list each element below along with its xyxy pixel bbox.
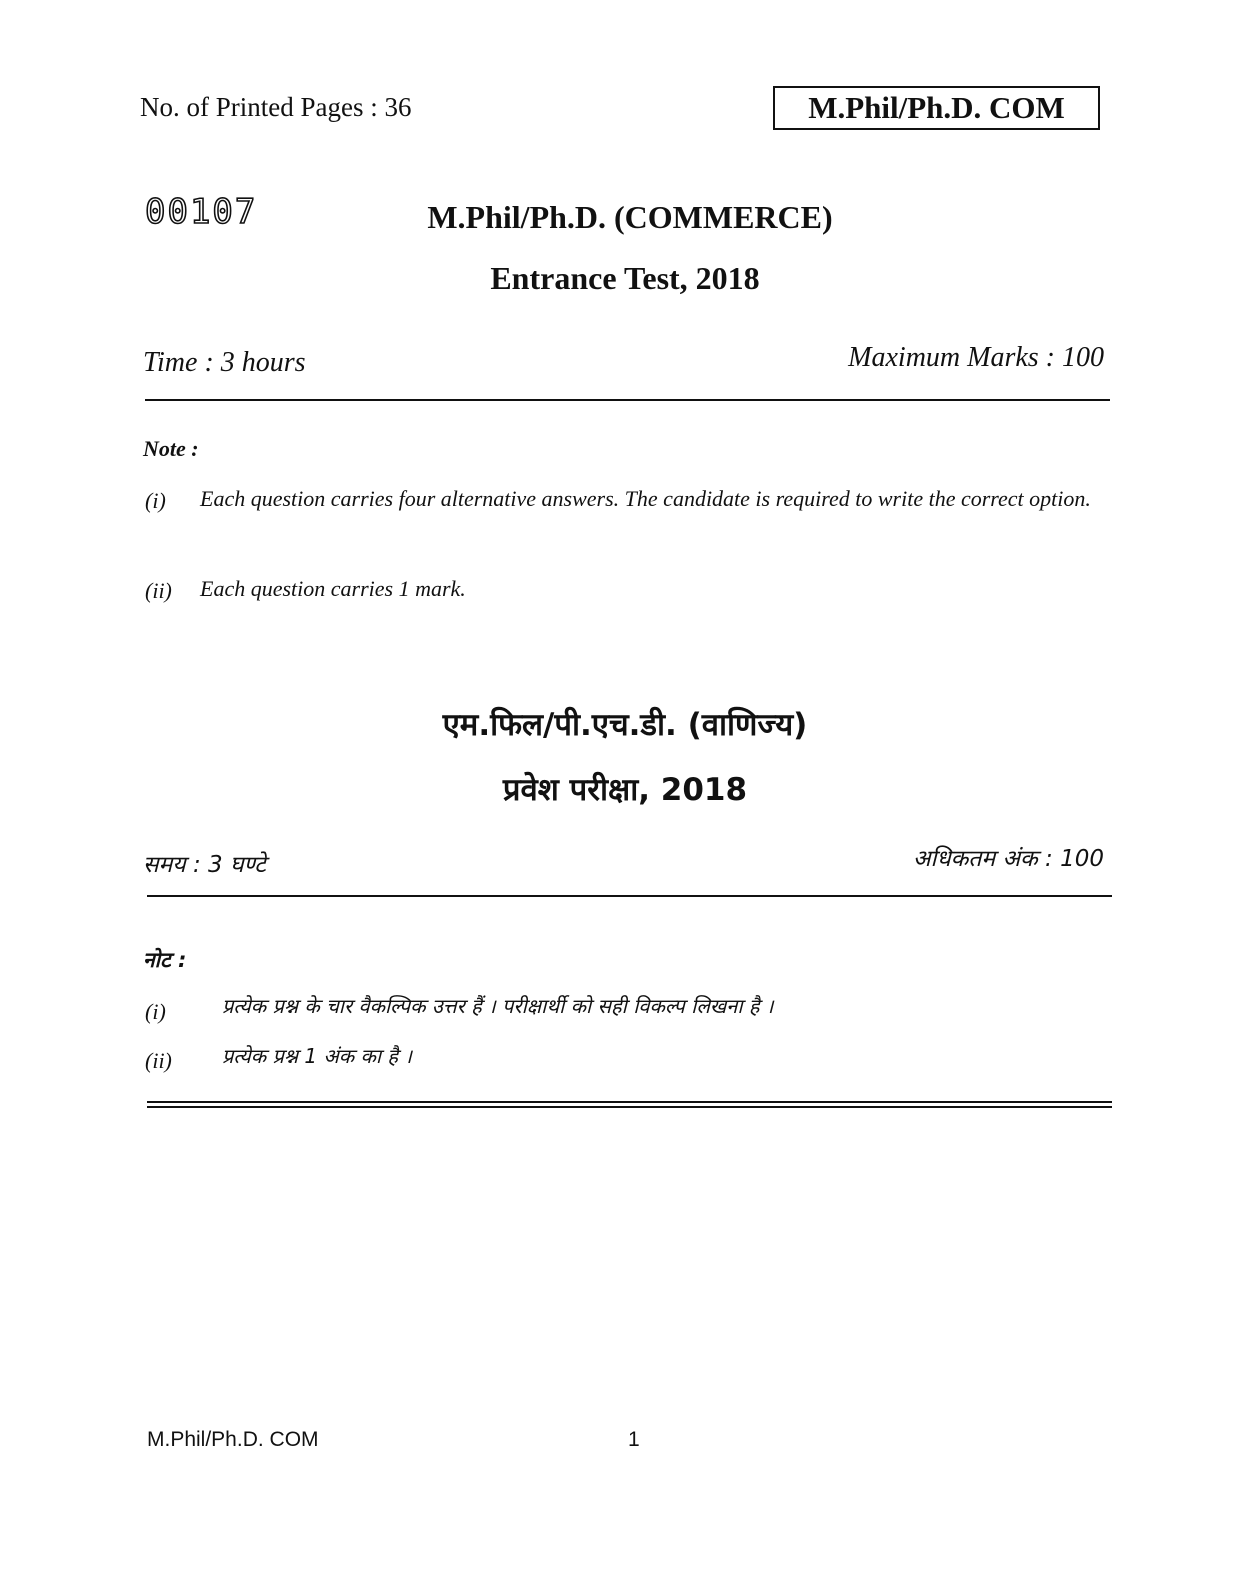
- hindi-exam-subtitle: प्रवेश परीक्षा, 2018: [502, 772, 748, 808]
- exam-max-marks: Maximum Marks : 100: [848, 342, 1104, 373]
- printed-pages-count: No. of Printed Pages : 36: [140, 92, 412, 122]
- hindi-note-heading: नोट :: [143, 948, 187, 972]
- note-heading: Note :: [143, 436, 199, 461]
- paper-code-box: M.Phil/Ph.D. COM: [773, 86, 1100, 130]
- divider: [145, 399, 1110, 401]
- page-number: 1: [628, 1428, 640, 1451]
- note-number: (i): [145, 488, 166, 513]
- hindi-note-text: प्रत्येक प्रश्न 1 अंक का है ।: [222, 1044, 412, 1068]
- hindi-note-number: (i): [145, 999, 166, 1024]
- double-divider: [147, 1101, 1112, 1108]
- exam-title: M.Phil/Ph.D. (COMMERCE): [427, 199, 833, 235]
- note-number: (ii): [145, 578, 172, 603]
- hindi-exam-time: समय : 3 घण्टे: [143, 852, 266, 878]
- hindi-note-number: (ii): [145, 1048, 172, 1073]
- note-text: Each question carries 1 mark.: [200, 576, 466, 601]
- divider: [147, 895, 1112, 897]
- footer-paper-code: M.Phil/Ph.D. COM: [147, 1428, 319, 1451]
- hindi-exam-max-marks: अधिकतम अंक : 100: [912, 846, 1104, 872]
- hindi-note-text: प्रत्येक प्रश्न के चार वैकल्पिक उत्तर हैं । परीक्षार्थी को सही विकल्प लिखना है ।: [222, 994, 774, 1018]
- note-text: Each question carries four alternative answers. The candidate is required to write the correct option.: [200, 486, 1091, 511]
- exam-subtitle: Entrance Test, 2018: [490, 260, 760, 296]
- hindi-exam-title: एम.फिल/पी.एच.डी. (वाणिज्य): [442, 707, 808, 743]
- serial-number: 00107: [145, 192, 258, 232]
- exam-time: Time : 3 hours: [143, 347, 306, 378]
